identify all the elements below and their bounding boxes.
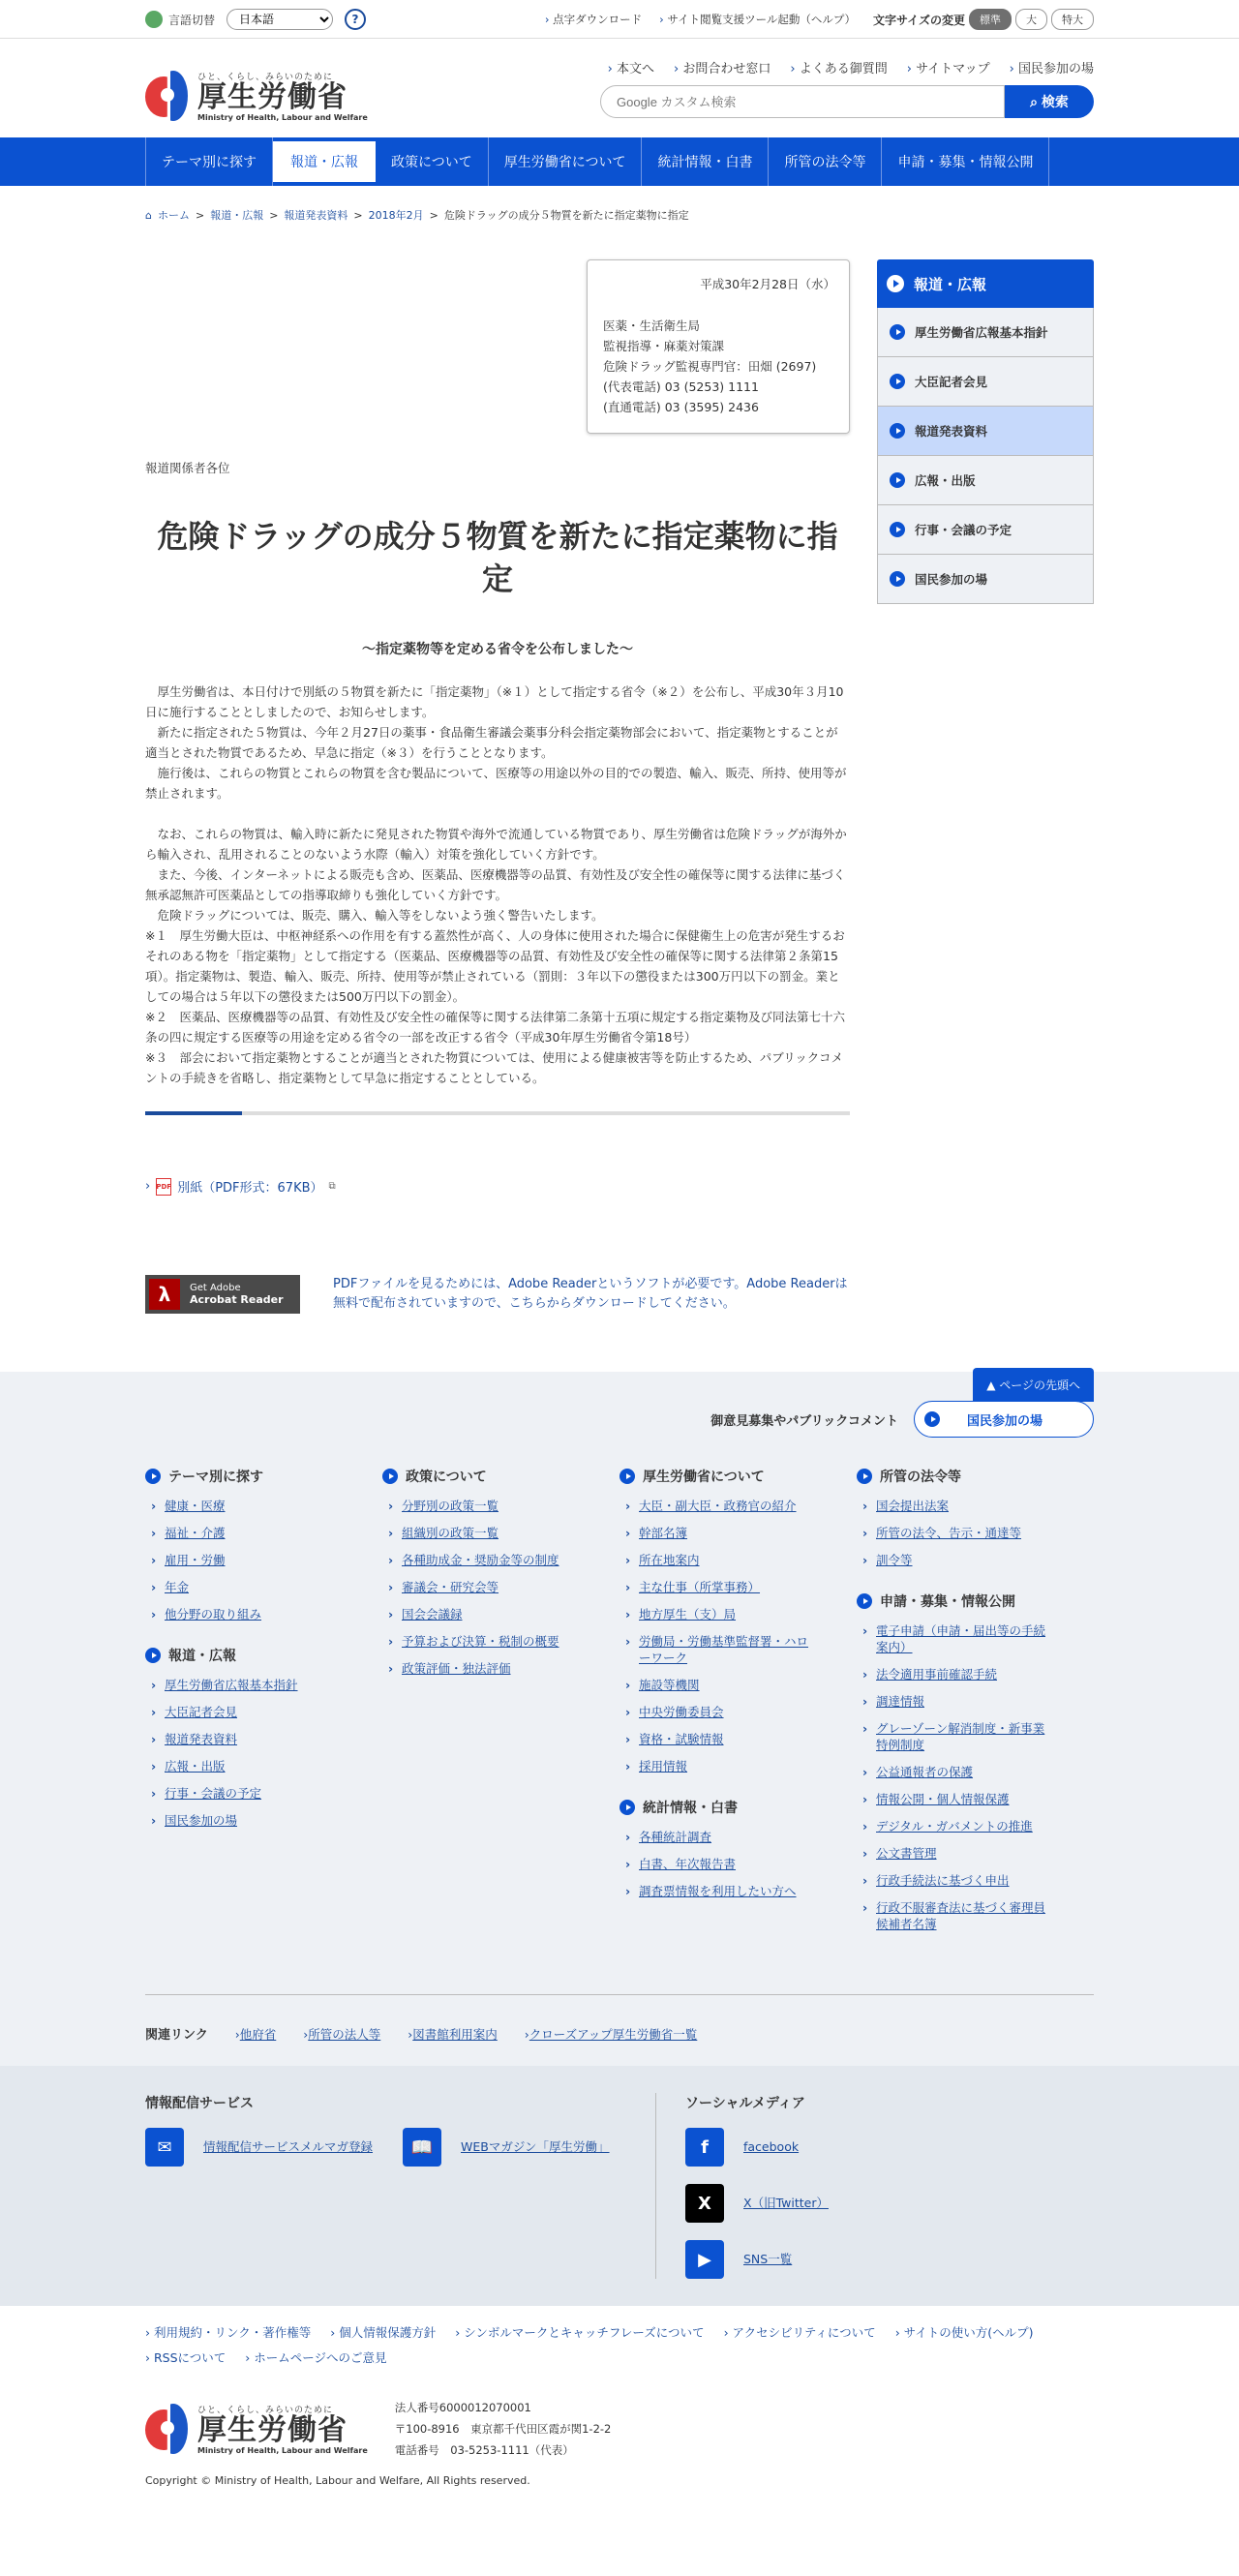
skip-to-content-link[interactable]: › 本文へ <box>608 58 654 76</box>
video-icon: ▶ <box>685 2240 724 2279</box>
note-1: ※１ 厚生労働大臣は、中枢神経系への作用を有する蓋然性が高く、人の身体に使用された場合に保健衛生上の危害が発生するおそれのある物を「指定薬物」として指定する（医薬品、医療機器等の品質、有効性及び安全性の確保等に関する法律第２条第15項）。指定薬物は、製造、輸入、販売、所持、使用等が禁止されている（罰則：３年以下の懲役または300万円以下の罰金。業としての場合は５年以下の懲役または500万円以下の罰金）。 <box>145 928 845 1004</box>
footer-link[interactable]: › 公益通報者の保護 <box>857 1764 1050 1780</box>
note-3: ※３ 部会において指定薬物とすることが適当とされた物質については、使用による健康被害等を防止するため、パブリックコメントの手続きを省略し、指定薬物として早急に指定することとしている。 <box>145 1050 843 1085</box>
font-size-standard[interactable]: 標準 <box>969 9 1012 30</box>
adobe-reader-notice <box>145 1275 850 1314</box>
external-window-icon: ⧉ <box>328 1181 336 1192</box>
footer-link[interactable]: › 調査票情報を利用したい方へ <box>620 1883 813 1899</box>
related-link[interactable]: › 所管の法人等 <box>303 2025 380 2043</box>
footer-link[interactable]: › 広報・出版 <box>145 1758 339 1774</box>
footer-column <box>145 1467 382 1955</box>
mail-icon: ✉ <box>145 2128 184 2167</box>
footer-heading[interactable]: 政策について <box>382 1467 620 1486</box>
attachment-link[interactable]: 別紙（PDF形式：67KB） <box>177 1181 323 1196</box>
adobe-reader-button[interactable]: λ Get Adobe Acrobat Reader <box>145 1275 300 1314</box>
sidebar-item-publications[interactable]: 広報・出版 <box>877 456 1094 505</box>
related-link[interactable]: › クローズアップ厚生労働省一覧 <box>525 2025 698 2043</box>
arrow-circle-icon <box>857 1469 872 1484</box>
related-link[interactable]: › 図書館利用案内 <box>408 2025 498 2043</box>
arrow-circle-icon <box>890 522 905 537</box>
x-icon: X <box>685 2184 724 2223</box>
footer-column <box>620 1467 857 1955</box>
font-size-xlarge[interactable]: 特大 <box>1051 9 1094 30</box>
footer-link[interactable]: › 幹部名簿 <box>620 1525 813 1541</box>
x-twitter-item[interactable]: X X（旧Twitter） <box>685 2184 918 2223</box>
article-body <box>145 682 850 1088</box>
acrobat-icon: λ <box>149 1279 180 1310</box>
footer-link[interactable]: › 労働局・労働基準監督署・ハローワーク <box>620 1633 813 1666</box>
copyright: Copyright © Ministry of Health, Labour and Welfare, All Rights reserved. <box>145 2474 530 2487</box>
footer-link[interactable]: › 厚生労働省広報基本指針 <box>145 1677 339 1693</box>
footer-link[interactable]: › 行政不服審査法に基づく審理員候補者名簿 <box>857 1899 1050 1932</box>
sidebar <box>877 259 1094 1314</box>
footer-heading[interactable]: 申請・募集・情報公開 <box>857 1591 1094 1611</box>
main-content <box>145 259 850 1314</box>
sns-list-item[interactable]: ▶ SNS一覧 <box>685 2240 918 2279</box>
footer-link[interactable]: › 報道発表資料 <box>145 1731 339 1747</box>
footer-heading[interactable]: 報道・広報 <box>145 1646 382 1665</box>
address: 法人番号6000012070001 〒100-8916 東京都千代田区霞が関1-2-2 電話番号 03-5253-1111（代表） <box>394 2401 612 2457</box>
paragraph: 新たに指定された５物質は、今年２月27日の薬事・食品衛生審議会薬事分科会指定薬物部会において、指定薬物とすることが適当とされた物質であるため、早急に指定（※３）を行うこととなります。 <box>145 725 838 760</box>
page-title: 危険ドラッグの成分５物質を新たに指定薬物に指定 <box>157 518 838 597</box>
search-icon: ⌕ <box>1030 94 1042 109</box>
section-divider <box>145 1111 850 1115</box>
nav-themes[interactable]: テーマ別に探す <box>145 137 273 186</box>
footer-link[interactable]: › 地方厚生（支）局 <box>620 1606 813 1622</box>
footer-link[interactable]: › 電子申請（申請・届出等の手続案内） <box>857 1622 1050 1655</box>
footer-link[interactable]: › 予算および決算・税制の概要 <box>382 1633 576 1650</box>
sitemap-link[interactable]: › サイトマップ <box>907 58 990 76</box>
logo-name: 厚生労働省 <box>197 80 348 114</box>
paragraph: 施行後は、これらの物質とこれらの物質を含む製品について、医療等の用途以外の目的での製造、輸入、販売、所持、使用等が禁止されます。 <box>145 766 847 801</box>
contact-link[interactable]: › お問合わせ窓口 <box>674 58 771 76</box>
footer-heading[interactable]: 所管の法令等 <box>857 1467 1094 1486</box>
release-tel-direct: (直通電話) 03 (3595) 2436 <box>603 400 759 414</box>
social-heading: ソーシャルメディア <box>685 2096 805 2111</box>
language-label: 言語切替 <box>168 13 216 27</box>
nav-laws[interactable]: 所管の法令等 <box>769 137 882 186</box>
footer-link[interactable]: › 大臣・副大臣・政務官の紹介 <box>620 1498 813 1514</box>
release-tel-main: (代表電話) 03 (5253) 1111 <box>603 379 759 394</box>
sidebar-head[interactable]: 報道・広報 <box>877 259 1094 308</box>
arrow-circle-icon <box>382 1469 398 1484</box>
web-magazine-item[interactable]: 📖 WEBマガジン「厚生労働」 <box>403 2128 635 2167</box>
footer-link[interactable]: › 他分野の取り組み <box>145 1606 339 1622</box>
footer-link[interactable]: › 大臣記者会見 <box>145 1704 339 1720</box>
paragraph: なお、これらの物質は、輸入時に新たに発見された物質や海外で流通している物質であり、厚生労働省は危険ドラッグが海外から輸入され、乱用されることのないよう水際（輸入）対策を強化していく方針です。 <box>145 827 847 862</box>
public-comment-label: 御意見募集やパブリックコメント <box>710 1413 898 1429</box>
arrow-circle-icon <box>890 324 905 340</box>
footer-link[interactable]: › 福祉・介護 <box>145 1525 339 1541</box>
footer-link[interactable]: › 健康・医療 <box>145 1498 339 1514</box>
logo-english: Ministry of Health, Labour and Welfare <box>197 113 368 122</box>
sidebar-item-press-releases[interactable]: 報道発表資料 <box>877 407 1094 456</box>
language-select[interactable] <box>227 9 333 30</box>
footer-link[interactable]: › アクセシビリティについて <box>724 2323 876 2341</box>
nav-policies[interactable]: 政策について <box>376 137 489 186</box>
back-to-top-button[interactable]: ▲ ページの先頭へ <box>973 1368 1094 1402</box>
sidebar-item-press-conference[interactable]: 大臣記者会見 <box>877 357 1094 407</box>
arrow-circle-icon <box>620 1469 635 1484</box>
font-size-large[interactable]: 大 <box>1015 9 1047 30</box>
footer-link[interactable]: › 政策評価・独法評価 <box>382 1660 576 1677</box>
arrow-circle-icon <box>890 374 905 389</box>
footer-link[interactable]: › 資格・試験情報 <box>620 1731 813 1747</box>
footer-link[interactable]: › デジタル・ガバメントの推進 <box>857 1818 1050 1834</box>
search-bar <box>600 85 1094 118</box>
footer-link[interactable]: › 国会会議録 <box>382 1606 576 1622</box>
breadcrumb-month[interactable]: 2018年2月 <box>368 209 424 222</box>
book-icon: 📖 <box>403 2128 441 2167</box>
globe-icon <box>145 11 163 28</box>
footer-link[interactable]: › 雇用・労働 <box>145 1552 339 1568</box>
release-date: 平成30年2月28日（水） <box>700 277 835 291</box>
footer-link[interactable]: › 国民参加の場 <box>145 1812 339 1829</box>
global-nav <box>0 137 1239 186</box>
facebook-icon: f <box>685 2128 724 2167</box>
footer-heading[interactable]: 統計情報・白書 <box>620 1798 857 1817</box>
footer-link[interactable]: › 国会提出法案 <box>857 1498 1050 1514</box>
recipients: 報道関係者各位 <box>145 461 230 475</box>
footer-link[interactable]: › 中央労働委員会 <box>620 1704 813 1720</box>
font-size-label: 文字サイズの変更 <box>872 13 965 27</box>
breadcrumb-press[interactable]: 報道・広報 <box>210 209 264 222</box>
sidebar-item-participation[interactable]: 国民参加の場 <box>877 555 1094 604</box>
footer-link[interactable]: › 利用規約・リンク・著作権等 <box>145 2323 311 2341</box>
footer-heading[interactable]: テーマ別に探す <box>145 1467 382 1486</box>
arrow-circle-icon <box>924 1411 940 1427</box>
footer-link[interactable]: › サイトの使い方(ヘルプ) <box>895 2323 1034 2341</box>
footer-link[interactable]: › 各種統計調査 <box>620 1829 813 1845</box>
attachment: › PDF 別紙（PDF形式：67KB） ⧉ <box>145 1179 336 1196</box>
arrow-circle-icon <box>145 1648 161 1663</box>
footer-columns <box>145 1467 1094 1995</box>
utility-bar <box>0 0 1239 39</box>
braille-download-link[interactable]: › 点字ダウンロード <box>545 12 642 27</box>
mail-magazine-item[interactable]: ✉ 情報配信サービスメルマガ登録 <box>145 2128 378 2167</box>
nav-about[interactable]: 厚生労働省について <box>489 137 643 186</box>
footer-link[interactable]: › 行事・会議の予定 <box>145 1785 339 1802</box>
breadcrumb: ⌂ ホーム > 報道・広報 > 報道発表資料 > 2018年2月 > 危険ドラッグの成分５物質を新たに指定薬物に指定 <box>145 208 689 222</box>
footer-bottom <box>0 2306 1239 2502</box>
breadcrumb-home[interactable]: ホーム <box>157 209 190 222</box>
accessibility-tool-link[interactable]: › サイト閲覧支援ツール起動（ヘルプ） <box>659 12 856 27</box>
footer-link[interactable]: › シンボルマークとキャッチフレーズについて <box>455 2323 704 2341</box>
public-participation-link[interactable]: › 国民参加の場 <box>1010 58 1094 76</box>
footer-services <box>0 2066 1239 2306</box>
paragraph: 危険ドラッグについては、販売、購入、輸入等をしないよう強く警告いたします。 <box>145 908 604 923</box>
footer-sitemap <box>0 1372 1239 2066</box>
logo-tagline: ひと、くらし、みらいのために <box>197 73 334 82</box>
faq-link[interactable]: › よくある御質問 <box>790 58 887 76</box>
note-2: ※２ 医薬品、医療機器等の品質、有効性及び安全性の確保等に関する法律第二条第十五項に規定する指定薬物及び同法第七十六条の四に規定する医療等の用途を定める省令の一部を改正する省令（平成30年厚生労働省令第18号） <box>145 1010 845 1045</box>
ministry-logo-icon <box>145 2404 190 2454</box>
search-button[interactable]: ⌕ 検索 <box>1005 85 1094 118</box>
footer-link[interactable]: › 分野別の政策一覧 <box>382 1498 576 1514</box>
footer-link[interactable]: › 年金 <box>145 1579 339 1595</box>
release-dept: 医薬・生活衛生局 <box>603 318 701 333</box>
adobe-reader-link[interactable]: PDFファイルを見るためには、Adobe Readerというソフトが必要です。Adobe Readerは無料で配布されていますので、こちらからダウンロードしてください。 <box>333 1277 848 1311</box>
footer-link[interactable]: › 個人情報保護方針 <box>330 2323 436 2341</box>
arrow-circle-icon <box>857 1593 872 1609</box>
arrow-circle-icon <box>145 1469 161 1484</box>
footer-column <box>382 1467 620 1955</box>
release-info-box <box>587 259 850 434</box>
footer-link[interactable]: › 採用情報 <box>620 1758 813 1774</box>
footer-link[interactable]: › 情報公開・個人情報保護 <box>857 1791 1050 1807</box>
arrow-circle-icon <box>890 571 905 587</box>
footer-link[interactable]: › 訓令等 <box>857 1552 1050 1568</box>
ministry-logo-icon <box>145 71 190 121</box>
site-logo[interactable] <box>145 70 368 122</box>
footer-link[interactable]: › 所在地案内 <box>620 1552 813 1568</box>
related-link[interactable]: › 他府省 <box>235 2025 277 2043</box>
font-size-switcher <box>873 9 1094 30</box>
arrow-circle-icon <box>890 472 905 488</box>
sidebar-item-events[interactable]: 行事・会議の予定 <box>877 505 1094 555</box>
facebook-item[interactable]: f facebook <box>685 2128 918 2167</box>
footer-link[interactable]: › RSSについて <box>145 2349 226 2366</box>
footer-link[interactable]: › 主な仕事（所掌事務） <box>620 1579 813 1595</box>
footer-link[interactable]: › 所管の法令、告示・通達等 <box>857 1525 1050 1541</box>
public-comment <box>145 1401 1094 1438</box>
footer-link[interactable]: › 施設等機関 <box>620 1677 813 1693</box>
footer-link[interactable]: › 白書、年次報告書 <box>620 1856 813 1872</box>
footer-link[interactable]: › 公文書管理 <box>857 1845 1050 1862</box>
nav-press[interactable]: 報道・広報 <box>273 141 376 182</box>
sidebar-item-pr-policy[interactable]: 厚生労働省広報基本指針 <box>877 308 1094 357</box>
footer-link[interactable]: › 各種助成金・奨励金等の制度 <box>382 1552 576 1568</box>
release-section: 監視指導・麻薬対策課 <box>603 339 725 353</box>
footer-heading[interactable]: 厚生労働省について <box>620 1467 857 1486</box>
info-service-heading: 情報配信サービス <box>145 2096 254 2111</box>
footer-logo: ひと、くらし、みらいのために 厚生労働省 Ministry of Health, Labour and Welfare <box>145 2403 368 2455</box>
breadcrumb-current: 危険ドラッグの成分５物質を新たに指定薬物に指定 <box>443 209 689 222</box>
site-header <box>145 39 1094 137</box>
paragraph: 厚生労働省は、本日付けで別紙の５物質を新たに「指定薬物」（※１）として指定する省令（※２）を公布し、平成30年３月10日に施行することとしましたので、お知らせします。 <box>145 684 844 719</box>
footer-link[interactable]: › 行政手続法に基づく申出 <box>857 1872 1050 1889</box>
arrow-circle-icon <box>890 423 905 439</box>
language-switcher <box>145 9 333 30</box>
footer-column <box>857 1467 1094 1955</box>
arrow-circle-icon <box>887 275 904 292</box>
footer-link[interactable]: › グレーゾーン解消制度・新事業特例制度 <box>857 1720 1050 1753</box>
footer-link[interactable]: › 法令適用事前確認手続 <box>857 1666 1050 1682</box>
footer-link[interactable]: › 調達情報 <box>857 1693 1050 1710</box>
search-input[interactable] <box>600 85 1005 118</box>
home-icon: ⌂ <box>145 208 152 222</box>
arrow-circle-icon <box>620 1800 635 1815</box>
help-icon[interactable]: ? <box>345 9 366 30</box>
footer-link[interactable]: › ホームページへのご意見 <box>245 2349 386 2366</box>
paragraph: また、今後、インターネットによる販売も含め、医薬品、医療機器等の品質、有効性及び安全性の確保等に関する法律に基づく無承認無許可医薬品としての指導取締りも強化していく方針です。 <box>145 867 846 902</box>
footer-link[interactable]: › 組織別の政策一覧 <box>382 1525 576 1541</box>
related-links-label: 関連リンク <box>145 2028 208 2043</box>
related-links <box>145 1995 1094 2043</box>
participation-button[interactable]: 国民参加の場 <box>914 1401 1094 1438</box>
breadcrumb-releases[interactable]: 報道発表資料 <box>284 209 348 222</box>
release-contact: 危険ドラッグ監視専門官：田畑 (2697) <box>603 359 817 374</box>
nav-statistics[interactable]: 統計情報・白書 <box>642 137 769 186</box>
page-subtitle: ～指定薬物等を定める省令を公布しました～ <box>362 642 633 657</box>
pdf-icon: PDF <box>156 1178 171 1196</box>
nav-applications[interactable]: 申請・募集・情報公開 <box>882 137 1049 186</box>
footer-link[interactable]: › 審議会・研究会等 <box>382 1579 576 1595</box>
